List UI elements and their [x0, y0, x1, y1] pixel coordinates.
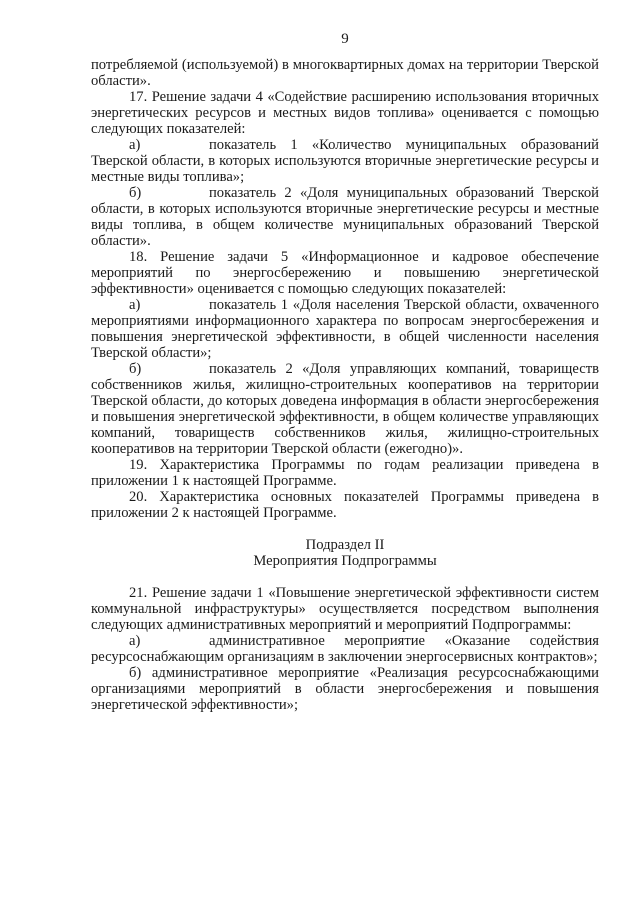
- paragraph-21: 21. Решение задачи 1 «Повышение энергетической эффективности систем коммунальной инфраструктуры» осуществляется посредством выполнения следующих административных мероприятий и мероприятий Подпрограммы:: [91, 585, 599, 633]
- paragraph-17: 17. Решение задачи 4 «Содействие расширению использования вторичных энергетических ресурсов и местных видов топлива» оценивается с помощью следующих показателей:: [91, 89, 599, 137]
- spacer: [91, 569, 599, 585]
- paragraph-17b: [91, 185, 599, 249]
- list-marker: а): [129, 137, 141, 153]
- paragraph-18b-text: показатель 2 «Доля управляющих компаний, товариществ собственников жилья, жилищно-строительных кооперативов на территории Тверской области, до которых доведена информация в области энергосбережения и повышения энергетической эффективности, в общем количестве управляющих компаний, товариществ собственников жилья, жилищно-строительных кооперативов на территории Тверской области (ежегодно)».: [91, 361, 599, 457]
- list-marker: б): [129, 185, 142, 201]
- paragraph-19: 19. Характеристика Программы по годам реализации приведена в приложении 1 к настоящей Программе.: [91, 457, 599, 489]
- paragraph-21a-text: административное мероприятие «Оказание содействия ресурсоснабжающим организациям в заключении энергосервисных контрактов»;: [91, 633, 599, 665]
- paragraph-17b-text: показатель 2 «Доля муниципальных образований Тверской области, в которых используются вторичные энергетические ресурсы и местные виды топлива, в общем количестве муниципальных образований Тверской области».: [91, 185, 599, 249]
- paragraph-18a-text: показатель 1 «Доля населения Тверской области, охваченного мероприятиями информационного характера по вопросам энергосбережения и повышения энергетической эффективности, в общей численности населения Тверской области»;: [91, 297, 599, 361]
- paragraph-continuation: потребляемой (используемой) в многоквартирных домах на территории Тверской области».: [91, 57, 599, 89]
- list-marker: а): [129, 633, 141, 649]
- paragraph-18: 18. Решение задачи 5 «Информационное и кадровое обеспечение мероприятий по энергосбережению и повышению энергетической эффективности» оценивается с помощью следующих показателей:: [91, 249, 599, 297]
- subsection-label: Подраздел II: [305, 537, 385, 553]
- paragraph-17a: [91, 137, 599, 185]
- paragraph-20: 20. Характеристика основных показателей Программы приведена в приложении 2 к настоящей Программе.: [91, 489, 599, 521]
- paragraph-18b: [91, 361, 599, 457]
- paragraph-18a: [91, 297, 599, 361]
- paragraph-21b: б) административное мероприятие «Реализация ресурсоснабжающими организациями мероприятий в области энергосбережения и повышения энергетической эффективности»;: [91, 665, 599, 713]
- document-body: [91, 57, 599, 713]
- list-marker: б): [129, 361, 142, 377]
- subsection-title: Мероприятия Подпрограммы: [253, 553, 437, 569]
- spacer: [91, 521, 599, 537]
- page-number: 9: [341, 31, 349, 47]
- paragraph-17a-text: показатель 1 «Количество муниципальных образований Тверской области, в которых используются вторичные энергетические ресурсы и местные виды топлива»;: [91, 137, 599, 185]
- list-marker: а): [129, 297, 141, 313]
- paragraph-21a: [91, 633, 599, 665]
